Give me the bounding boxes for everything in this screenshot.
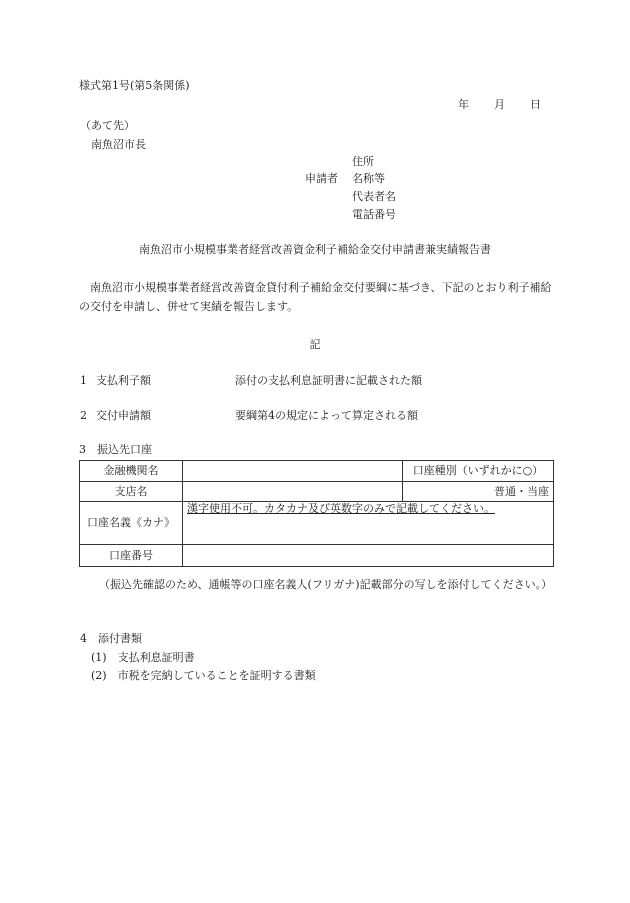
applicant-representative-label: 代表者名: [352, 190, 396, 203]
attachments-heading: 4 添付書類: [80, 632, 142, 645]
item-1-number: 1: [80, 374, 87, 387]
ki-marker: 記: [309, 338, 321, 351]
account-type-label: 口座種別（いずれかに○）: [403, 461, 554, 482]
bank-footnote: （振込先確認のため、通帳等の口座名義人(フリガナ)記載部分の写しを添付してください。）: [99, 578, 553, 591]
document-title: 南魚沼市小規模事業者経営改善資金利子補給金交付申請書兼実績報告書: [139, 243, 491, 256]
account-number-label: 口座番号: [80, 545, 183, 567]
addressee: 南魚沼市長: [91, 138, 146, 151]
holder-input[interactable]: 漢字使用不可。カタカナ及び英数字のみで記載してください。: [183, 502, 554, 545]
applicant-address-label: 住所: [352, 155, 374, 168]
item-1-value: 添付の支払利息証明書に記載された額: [235, 374, 422, 387]
intro-paragraph: 南魚沼市小規模事業者経営改善資金貸付利子補給金交付要綱に基づき、下記のとおり利子補給の交付を申請し、併せて実績を報告します。: [79, 281, 552, 313]
bank-heading: 3 振込先口座: [79, 443, 152, 456]
attachment-item: (1) 支払利息証明書: [91, 651, 195, 664]
addressee-label: （あて先）: [80, 119, 135, 132]
item-2-label: 交付申請額: [96, 409, 151, 422]
applicant-phone-label: 電話番号: [352, 208, 396, 221]
date-line: 年 月 日: [458, 98, 542, 111]
account-type-options[interactable]: 普通・当座: [403, 482, 554, 502]
applicant-label: 申請者: [305, 172, 338, 185]
branch-label: 支店名: [80, 482, 183, 502]
institution-label: 金融機関名: [80, 461, 183, 482]
item-2-number: 2: [80, 409, 87, 422]
holder-label: 口座名義《カナ》: [80, 502, 183, 545]
institution-input[interactable]: [183, 461, 403, 482]
form-number: 様式第1号(第5条関係): [79, 79, 190, 92]
account-number-input[interactable]: [183, 545, 554, 567]
item-1-label: 支払利子額: [96, 374, 151, 387]
item-2-value: 要綱第4の規定によって算定される額: [235, 409, 418, 422]
applicant-name-label: 名称等: [352, 172, 385, 185]
bank-account-table: [79, 460, 554, 567]
attachment-item: (2) 市税を完納していることを証明する書類: [91, 669, 316, 682]
branch-input[interactable]: [183, 482, 403, 502]
